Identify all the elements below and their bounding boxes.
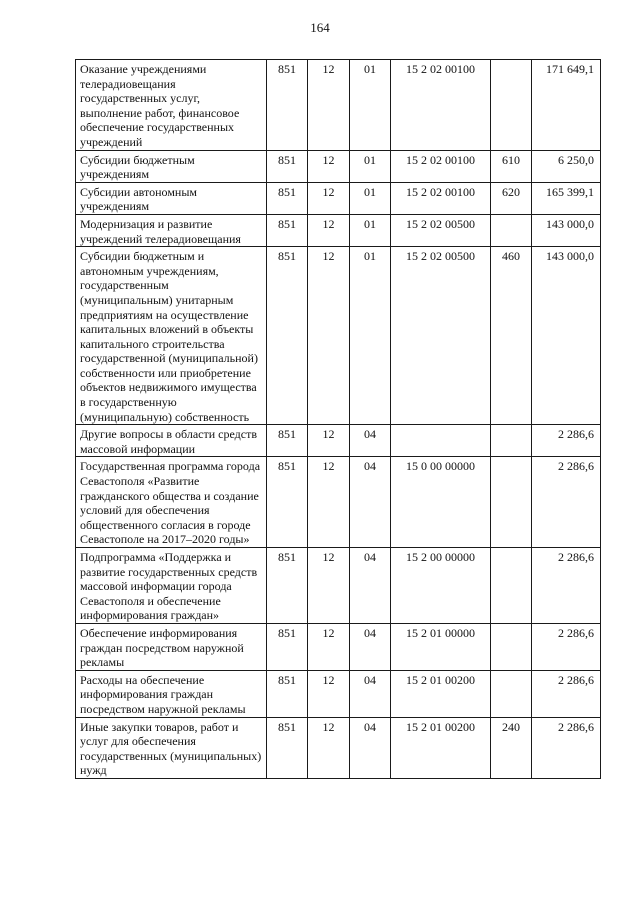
expense-type-cell: [491, 548, 532, 624]
section-cell: 12: [308, 623, 350, 670]
expense-name-cell: Оказание учреждениями телерадиовещания государственных услуг, выполнение работ, финансовое обеспечение государственных учреждений: [76, 60, 267, 151]
expense-type-cell: [491, 425, 532, 457]
subsection-cell: 01: [350, 182, 391, 214]
amount-cell: 2 286,6: [532, 425, 601, 457]
table-row: [76, 182, 601, 214]
table-row: [76, 60, 601, 151]
table-row: [76, 150, 601, 182]
expense-type-cell: [491, 214, 532, 246]
target-article-cell: [391, 425, 491, 457]
admin-code-cell: 851: [267, 457, 308, 548]
section-cell: 12: [308, 214, 350, 246]
expense-name-cell: Субсидии бюджетным учреждениям: [76, 150, 267, 182]
amount-cell: 143 000,0: [532, 214, 601, 246]
admin-code-cell: 851: [267, 623, 308, 670]
admin-code-cell: 851: [267, 214, 308, 246]
amount-cell: 2 286,6: [532, 670, 601, 717]
table-row: [76, 457, 601, 548]
amount-cell: 2 286,6: [532, 457, 601, 548]
target-article-cell: 15 2 02 00500: [391, 214, 491, 246]
target-article-cell: 15 2 01 00000: [391, 623, 491, 670]
expense-name-cell: Субсидии автономным учреждениям: [76, 182, 267, 214]
table-row: [76, 548, 601, 624]
expense-name-cell: Другие вопросы в области средств массовой информации: [76, 425, 267, 457]
expense-type-cell: 240: [491, 717, 532, 778]
expense-name-cell: Иные закупки товаров, работ и услуг для обеспечения государственных (муниципальных) нужд: [76, 717, 267, 778]
amount-cell: 6 250,0: [532, 150, 601, 182]
amount-cell: 171 649,1: [532, 60, 601, 151]
amount-cell: 2 286,6: [532, 623, 601, 670]
admin-code-cell: 851: [267, 425, 308, 457]
section-cell: 12: [308, 670, 350, 717]
section-cell: 12: [308, 717, 350, 778]
amount-cell: 2 286,6: [532, 548, 601, 624]
admin-code-cell: 851: [267, 182, 308, 214]
admin-code-cell: 851: [267, 717, 308, 778]
admin-code-cell: 851: [267, 548, 308, 624]
table-row: [76, 717, 601, 778]
target-article-cell: 15 2 02 00500: [391, 247, 491, 425]
expense-type-cell: 460: [491, 247, 532, 425]
expense-name-cell: Субсидии бюджетным и автономным учреждениям, государственным (муниципальным) унитарным предприятиям на осуществление капитальных вложений в объекты капитального строительства государственной (муниципальной) собственности или приобретение объектов недвижимого имущества в государственную (муниципальную) собственность: [76, 247, 267, 425]
subsection-cell: 04: [350, 548, 391, 624]
subsection-cell: 04: [350, 717, 391, 778]
page-number: 164: [310, 20, 330, 35]
target-article-cell: 15 2 00 00000: [391, 548, 491, 624]
table-body: [76, 60, 601, 779]
target-article-cell: 15 2 01 00200: [391, 717, 491, 778]
target-article-cell: 15 2 01 00200: [391, 670, 491, 717]
table-row: [76, 425, 601, 457]
subsection-cell: 04: [350, 425, 391, 457]
expense-name-cell: Расходы на обеспечение информирования граждан посредством наружной рекламы: [76, 670, 267, 717]
table-row: [76, 670, 601, 717]
target-article-cell: 15 0 00 00000: [391, 457, 491, 548]
table-row: [76, 214, 601, 246]
expense-type-cell: [491, 623, 532, 670]
section-cell: 12: [308, 150, 350, 182]
expense-type-cell: [491, 60, 532, 151]
subsection-cell: 01: [350, 150, 391, 182]
section-cell: 12: [308, 182, 350, 214]
admin-code-cell: 851: [267, 60, 308, 151]
expense-name-cell: Подпрограмма «Поддержка и развитие государственных средств массовой информации города Севастополя и обеспечение информирования граждан»: [76, 548, 267, 624]
table-row: [76, 623, 601, 670]
amount-cell: 165 399,1: [532, 182, 601, 214]
subsection-cell: 01: [350, 214, 391, 246]
budget-table: [75, 59, 601, 779]
target-article-cell: 15 2 02 00100: [391, 150, 491, 182]
admin-code-cell: 851: [267, 670, 308, 717]
admin-code-cell: 851: [267, 150, 308, 182]
subsection-cell: 04: [350, 670, 391, 717]
subsection-cell: 04: [350, 457, 391, 548]
section-cell: 12: [308, 60, 350, 151]
section-cell: 12: [308, 247, 350, 425]
expense-type-cell: 610: [491, 150, 532, 182]
expense-name-cell: Государственная программа города Севастополя «Развитие гражданского общества и создание условий для обеспечения общественного согласия в городе Севастополе на 2017–2020 годы»: [76, 457, 267, 548]
expense-type-cell: [491, 457, 532, 548]
target-article-cell: 15 2 02 00100: [391, 60, 491, 151]
subsection-cell: 01: [350, 60, 391, 151]
target-article-cell: 15 2 02 00100: [391, 182, 491, 214]
admin-code-cell: 851: [267, 247, 308, 425]
expense-name-cell: Обеспечение информирования граждан посредством наружной рекламы: [76, 623, 267, 670]
section-cell: 12: [308, 425, 350, 457]
expense-type-cell: 620: [491, 182, 532, 214]
expense-name-cell: Модернизация и развитие учреждений телерадиовещания: [76, 214, 267, 246]
section-cell: 12: [308, 548, 350, 624]
amount-cell: 2 286,6: [532, 717, 601, 778]
table-row: [76, 247, 601, 425]
section-cell: 12: [308, 457, 350, 548]
amount-cell: 143 000,0: [532, 247, 601, 425]
subsection-cell: 01: [350, 247, 391, 425]
subsection-cell: 04: [350, 623, 391, 670]
expense-type-cell: [491, 670, 532, 717]
